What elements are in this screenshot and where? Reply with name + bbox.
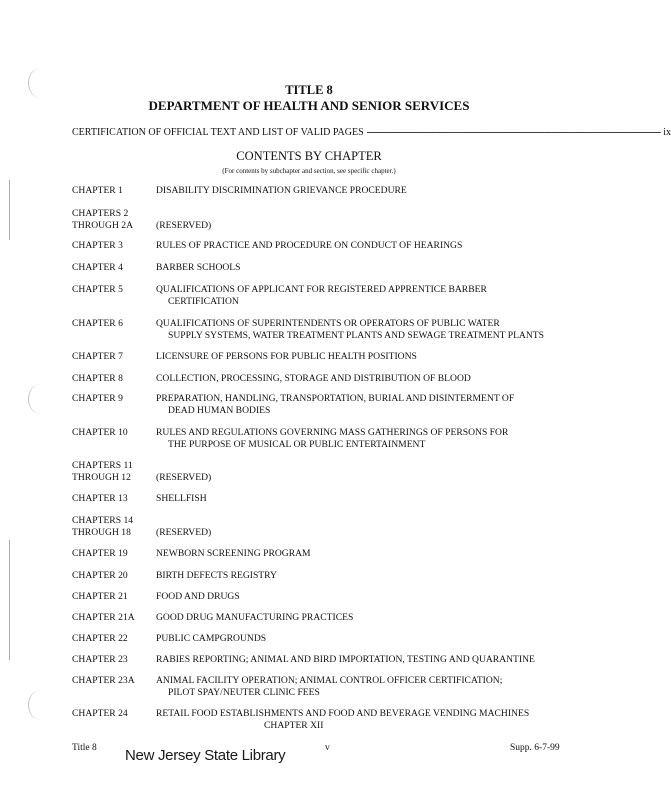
chapter-number: CHAPTER 8 xyxy=(72,373,123,384)
chapter-number: CHAPTER 19 xyxy=(72,548,128,559)
chapter-title: RETAIL FOOD ESTABLISHMENTS AND FOOD AND BEVERAGE VENDING MACHINES CHAPTER XII xyxy=(156,708,530,731)
chapter-title: PUBLIC CAMPGROUNDS xyxy=(156,633,267,644)
department-title: DEPARTMENT OF HEALTH AND SENIOR SERVICES xyxy=(148,98,470,113)
chapter-number: CHAPTERS 11 THROUGH 12 xyxy=(72,460,133,483)
chapter-number: CHAPTER 7 xyxy=(72,351,123,362)
chapter-title: ANIMAL FACILITY OPERATION; ANIMAL CONTROL OFFICER CERTIFICATION; PILOT SPAY/NEUTER CLINIC FEES xyxy=(156,675,503,698)
contents-heading: CONTENTS BY CHAPTER xyxy=(236,149,382,163)
footer-page-number: v xyxy=(325,743,330,753)
contents-note: (For contents by subchapter and section, see specific chapter.) xyxy=(222,167,396,175)
chapter-number: CHAPTER 1 xyxy=(72,185,123,196)
chapter-title: DISABILITY DISCRIMINATION GRIEVANCE PROCEDURE xyxy=(156,185,407,196)
chapter-title: GOOD DRUG MANUFACTURING PRACTICES xyxy=(156,612,354,623)
chapter-title: NEWBORN SCREENING PROGRAM xyxy=(156,548,311,559)
chapter-title: QUALIFICATIONS OF SUPERINTENDENTS OR OPERATORS OF PUBLIC WATER SUPPLY SYSTEMS, WATER TREATMENT PLANTS AND SEWAGE TREATMENT PLANTS xyxy=(156,318,544,341)
punch-hole-mark xyxy=(28,384,53,414)
chapter-number: CHAPTER 6 xyxy=(72,318,123,329)
chapter-title: FOOD AND DRUGS xyxy=(156,591,240,602)
chapter-number: CHAPTER 21A xyxy=(72,612,135,623)
chapter-title: (RESERVED) xyxy=(156,220,212,231)
footer-title: Title 8 xyxy=(72,743,97,753)
chapter-title: (RESERVED) xyxy=(156,527,212,538)
chapter-number: CHAPTERS 14 THROUGH 18 xyxy=(72,515,134,538)
scan-margin-mark xyxy=(9,540,10,660)
chapter-title: SHELLFISH xyxy=(156,493,207,504)
chapter-title: BARBER SCHOOLS xyxy=(156,262,241,273)
chapter-title: RULES AND REGULATIONS GOVERNING MASS GATHERINGS OF PERSONS FOR THE PURPOSE OF MUSICAL OR PUBLIC ENTERTAINMENT xyxy=(156,427,509,450)
chapter-number: CHAPTER 10 xyxy=(72,427,128,438)
chapter-title: RABIES REPORTING; ANIMAL AND BIRD IMPORTATION, TESTING AND QUARANTINE xyxy=(156,654,535,665)
chapter-number: CHAPTER 24 xyxy=(72,708,128,719)
chapter-number: CHAPTER 21 xyxy=(72,591,128,602)
chapter-number: CHAPTERS 2 THROUGH 2A xyxy=(72,208,134,231)
chapter-number: CHAPTER 3 xyxy=(72,240,123,251)
library-stamp: New Jersey State Library xyxy=(125,747,286,764)
chapter-title: PREPARATION, HANDLING, TRANSPORTATION, BURIAL AND DISINTERMENT OF DEAD HUMAN BODIES xyxy=(156,393,515,416)
chapter-number: CHAPTER 23A xyxy=(72,675,135,686)
certification-label: CERTIFICATION OF OFFICIAL TEXT AND LIST OF VALID PAGES xyxy=(72,127,364,138)
chapter-title: RULES OF PRACTICE AND PROCEDURE ON CONDUCT OF HEARINGS xyxy=(156,240,463,251)
dot-leader: ------------------------------------------------------------------------------------------------------------------------------ xyxy=(366,127,661,138)
title-number: TITLE 8 xyxy=(285,83,333,97)
scan-margin-mark xyxy=(9,180,10,240)
chapter-title: (RESERVED) xyxy=(156,472,212,483)
chapter-title: LICENSURE OF PERSONS FOR PUBLIC HEALTH POSITIONS xyxy=(156,351,417,362)
certification-line xyxy=(72,127,671,138)
chapter-number: CHAPTER 22 xyxy=(72,633,128,644)
chapter-title: QUALIFICATIONS OF APPLICANT FOR REGISTERED APPRENTICE BARBER CERTIFICATION xyxy=(156,284,487,307)
chapter-number: CHAPTER 5 xyxy=(72,284,123,295)
chapter-title: COLLECTION, PROCESSING, STORAGE AND DISTRIBUTION OF BLOOD xyxy=(156,373,471,384)
footer-supplement-date: Supp. 6-7-99 xyxy=(510,743,560,753)
certification-page: ix xyxy=(663,127,671,138)
chapter-number: CHAPTER 4 xyxy=(72,262,123,273)
chapter-number: CHAPTER 23 xyxy=(72,654,128,665)
punch-hole-mark xyxy=(28,690,53,720)
chapter-number: CHAPTER 13 xyxy=(72,493,128,504)
chapter-number: CHAPTER 9 xyxy=(72,393,123,404)
chapter-title: BIRTH DEFECTS REGISTRY xyxy=(156,570,277,581)
chapter-number: CHAPTER 20 xyxy=(72,570,128,581)
